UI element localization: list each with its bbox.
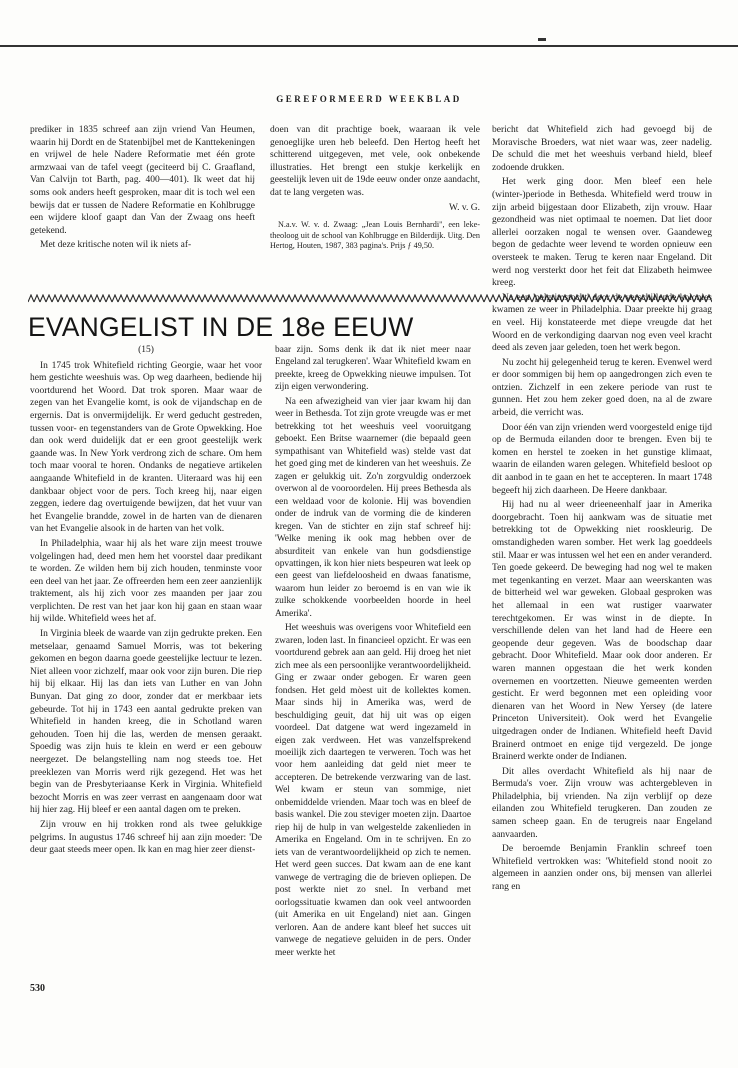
- top-mark: [538, 38, 546, 41]
- review-paragraph: Met deze kritische noten wil ik niets af-: [40, 240, 192, 251]
- article-paragraph: Nu zocht hij gelegenheid terug te keren. Evenwel werd er door sommigen bij hem op aangedrongen zich even te ontzien. Zichzelf in een zekere periode van rust te gunnen. Het zou hem zeker goed doen, na al de zware arbeid, die verricht was.: [492, 357, 712, 419]
- article-paragraph: bericht dat Whitefield zich had gevoegd bij de Moravische Broeders, wat niet waar was, zeer nadelig. De schuld die met het weeshuis verband hield, bleef zodoende drukken.: [492, 125, 712, 173]
- article-paragraph: De beroemde Benjamin Franklin schreef toen Whitefield vertrokken was: 'Whitefield stond nooit zo algemeen in aanzien onder ons, bij mensen van allerlei rang en: [492, 844, 712, 893]
- review-column-1: [30, 124, 255, 254]
- article-column-2: [275, 344, 471, 961]
- article-paragraph: Zijn vrouw en hij trokken rond als twee gelukkige pelgrims. In augustus 1746 schreef hij aan zijn moeder: 'De deur gaat steeds meer open. Ik kan en mag hier zeer dienst-: [30, 819, 262, 856]
- book-note: N.a.v. W. v. d. Zwaag: „Jean Louis Bernhardi", een leke-theoloog uit de school van Kohlbrugge en Bilderdijk. Uitg. Den Hertog, Houten, 1987, 383 pagina's. Prijs ƒ 49,50.: [270, 220, 480, 251]
- article-paragraph: Dit alles overdacht Whitefield als hij naar de Bermuda's voer. Zijn vrouw was achtergebleven in Philadelphia, bij vrienden. Na zijn verblijf op deze eilanden zou Whitefield terugkeren. Dan zouden ze samen scheep gaan. En de terugreis naar Engeland aanvaarden.: [492, 766, 712, 840]
- article-paragraph: Na een 'pelgrimstocht' door de verschillende kolonies kwamen ze weer in Philadelphia. Daar preekte hij graag en veel. Hij konstateerde met diepe vreugde dat het Woord en de verkondiging daarvan nog even veel kracht deed als zeven jaar geleden, toen het werk begon.: [492, 292, 712, 354]
- article-paragraph: Het weeshuis was overigens voor Whitefield een zwaren, loden last. In financieel opzicht. Er was een voortdurend gebrek aan aan geld. Hij droeg het niet zich mee als een persoonlijke verantwoordelijkheid. Ging er zwaar onder gebogen. Er waren geen fondsen. Het geld mòest uit de kollektes komen. Maar sinds hij in Amerika was, werd de beschuldiging geuit, dat hij uit was op eigen voordeel. Dat datgene wat werd ingezameld in eigen zak verdween. Het was vanzelfsprekend moeilijk zich daartegen te verweren. Toch was het voor hem aanleiding dat geld niet meer te accepteren. De betrekende verzwaring van de last. Wel kwam er steun van sommige, niet onbemiddelde vrienden. Maar toch was en bleef de basis wankel. Die zou steviger moeten zijn. Daartoe riep hij de hulp in van welgestelde zakenlieden in Amerika en Engeland. Om in te schrijven. En zo iets van de verantwoordelijkheid op zich te nemen. Het werd geen succes. Dat kwam aan de ene kant vanwege de vertraging die de brieven opliepen. De post werkte niet zo snel. In verband met oorlogssituatie kwamen dan ook veel antwoorden (uit Amerika en uit Engeland) niet aan. Gingen verloren. Aan de andere kant bleef het succes uit vanwege de negatieve geluiden in de pers. Onder meer werkte het: [275, 623, 471, 958]
- review-paragraph: doen van dit prachtige boek, waaraan ik vele genoeglijke uren heb beleefd. Den Hertog heeft het schitterend uitgegeven, met vele, ook onbekende illustraties. Het brengt een stukje kerkelijk en geestelijk leven uit de 19de eeuw onder onze aandacht, dat te lang vergeten was.: [270, 125, 480, 198]
- top-rule: [0, 45, 738, 47]
- article-paragraph: Het werk ging door. Men bleef een hele (winter-)periode in Bethesda. Whitefield werd trouw in zijn arbeid bijgestaan door Elizabeth, zijn vrouw. Haar gezondheid was niet optimaal te noemen. Dat liet door allerlei oorzaken nogal te wensen over. Gaandeweg begon de gedachte weer levend te worden opnieuw een oversteek te maken. Terug te keren naar Engeland. Dit werd nog versterkt door het feit dat Elizabeth heimwee kreeg.: [492, 177, 712, 289]
- article-paragraph: In 1745 trok Whitefield richting Georgie, waar het voor hem gestichte weeshuis was. Op weg daarheen, bediende hij voortdurend het Woord. Dat trok sporen. Maar waar de zegen van het Evangelie komt, is ook de vijandschap en de ergernis. Dat is onvermijdelijk. Er werd geducht gestreden, tussen voor- en tegenstanders van de Grote Opwekking. Hoe dan ook werd duidelijk dat er een groot geestelijk werk gaande was. In New York verdrong zich de schare. Om hem toch maar vooral te horen. Ondanks de negatieve artikelen aangaande Whitefield in de kranten. Uiteraard was hij een dankbaar object voor de pers. Toch kreeg hij, naar eigen zeggen, iedere dag overtuigende bewijzen, dat het vuur van het Evangelie brandde, zowel in de harten van de dienaren van het Evangelie alsook in de harten van het volk.: [30, 360, 262, 535]
- article-paragraph: Door één van zijn vrienden werd voorgesteld enige tijd op de Bermuda eilanden door te brengen. Even bij te komen en herstel te zoeken in het gunstige klimaat, waarin de eilanden waren gelegen. Whitefield besloot op dit aanbod in te gaan en het te accepteren. In maart 1748 begeeft hij zich daarheen. De Heere dankbaar.: [492, 422, 712, 496]
- review-signature: W. v. G.: [449, 202, 480, 213]
- review-column-2: [270, 124, 480, 254]
- article-paragraph: Hij had nu al weer drieeneenhalf jaar in Amerika doorgebracht. Toen hij aankwam was de situatie met betrekking tot de Opwekking niet rooskleurig. De omstandigheden waren somber. Het werk lag goeddeels stil. Maar er was intussen wel het een en ander veranderd. Ten goede gekeerd. De beweging had nog wel te maken met tegenkanting en verzet. Maar aan weerskanten was de bitterheid wel war geweken. Globaal gesproken was het allemaal in een wat rustiger vaarwater terechtgekomen. Er was winst in de diepte. In verschillende delen van het land had de Heere een geopende deur gegeven. Was de boodschap daar gebracht. Door Whitefield. Maar ook door anderen. Er waren mannen opgestaan die het werk konden overnemen en voortzetten. Nieuwe gemeenten werden gesticht. Er werd begonnen met een opleiding voor dienaren van het Woord in New Yersey (de latere Princeton Universiteit). Ook werd het Evangelie uitgedragen onder de Indianen. Whitefield heeft David Brainerd ontmoet en enige tijd vergezeld. De jonge Brainerd werkte onder de Indianen.: [492, 500, 712, 763]
- article-title: EVANGELIST IN DE 18e EEUW: [28, 312, 414, 342]
- page-number: 530: [30, 983, 45, 994]
- running-header: GEREFORMEERD WEEKBLAD: [276, 94, 462, 104]
- article-column-3: [492, 124, 712, 896]
- review-paragraph: prediker in 1835 schreef aan zijn vriend Van Heumen, waarin hij Dordt en de Statenbijbel met de Kanttekeningen en vrijwel de hele Nadere Reformatie met één grote armzwaai van de tafel veegt (geciteerd bij C. Graafland, Van Calvijn tot Barth, pag. 400—401). Ik weet dat hij soms ook anders heeft gesproken, maar dit is toch wel een bewijs dat er tussen de Nadere Reformatie en Kohlbrugge een wijdere kloof gaapt dan Van der Zwaag ons heeft getekend.: [30, 125, 255, 236]
- article-paragraph: Na een afwezigheid van vier jaar kwam hij dan weer in Bethesda. Tot zijn grote vreugde was er met betrekking tot het weeshuis veel vooruitgang geboekt. Een Britse waarnemer (die bepaald geen sympathisant van Whitefield was) stelde vast dat het goed ging met de kinderen van het weeshuis. Ze zagen er gelukkig uit. Zo'n zorgvuldig onderzoek overwon al de vooroordelen. Hij prees Bethesda als een weldaad voor de kolonie. Hij was bovendien onder de indruk van de vorming die de kinderen kregen. Van de stichter en zijn staf schreef hij: 'Welke mening ik ook mag hebben over de absurditeit van enkele van hun godsdienstige opvattingen, ik kon hier niets bespeuren wat leek op een geest van liefdeloosheid en dwaas fanatisme, waarom hun leider zo beroemd is en van wie ik zulke schokkende voorbeelden hoorde in heel Amerika'.: [275, 396, 471, 619]
- article-paragraph: In Virginia bleek de waarde van zijn gedrukte preken. Een metselaar, genaamd Samuel Morris, was tot bekering gekomen en begon daarna goede geestelijke lectuur te lezen. Niet alleen voor zichzelf, maar ook voor zijn buren. Die riep hij bij elkaar. Hij las dan iets van Luther en van John Bunyan. Dat ging zo door, zonder dat er merkbaar iets gebeurde. Tot hij in 1743 een aantal gedrukte preken van Whitefield in handen kreeg, die in Schotland waren gehouden. Toen hij die las, werden de mensen geraakt. Spoedig was zijn huis te klein en werd er een gebouw neergezet. De belangstelling nam nog steeds toe. Het preeklezen van Morris werd rijk gezegend. Het was het begin van de Presbyteriaanse Kerk in Virginia. Whitefield bezocht Morris en was zeer verrast en aangenaam door wat hij hier zag. Hij bleef er een aantal dagen om te preken.: [30, 629, 262, 816]
- article-paragraph: baar zijn. Soms denk ik dat ik niet meer naar Engeland zal terugkeren'. Waar Whitefield kwam en preekte, kreeg de Opwekking nieuwe impulsen. Tot zijn eigen verwondering.: [275, 345, 471, 393]
- article-column-1: [30, 344, 262, 859]
- issue-number: (15): [138, 345, 154, 355]
- article-paragraph: In Philadelphia, waar hij als het ware zijn meest trouwe volgelingen had, deed men hem het voorstel daar predikant te worden. Ze wilden hem bij zich houden, tenminste voor een deel van het jaar. Ze offreerden hem een zeer aanzienlijk traktement, als hij zich voor zes maanden per jaar zou verplichten. De rest van het jaar kon hij gaan en staan waar hij wilde. Whitefield wees het af.: [30, 538, 262, 625]
